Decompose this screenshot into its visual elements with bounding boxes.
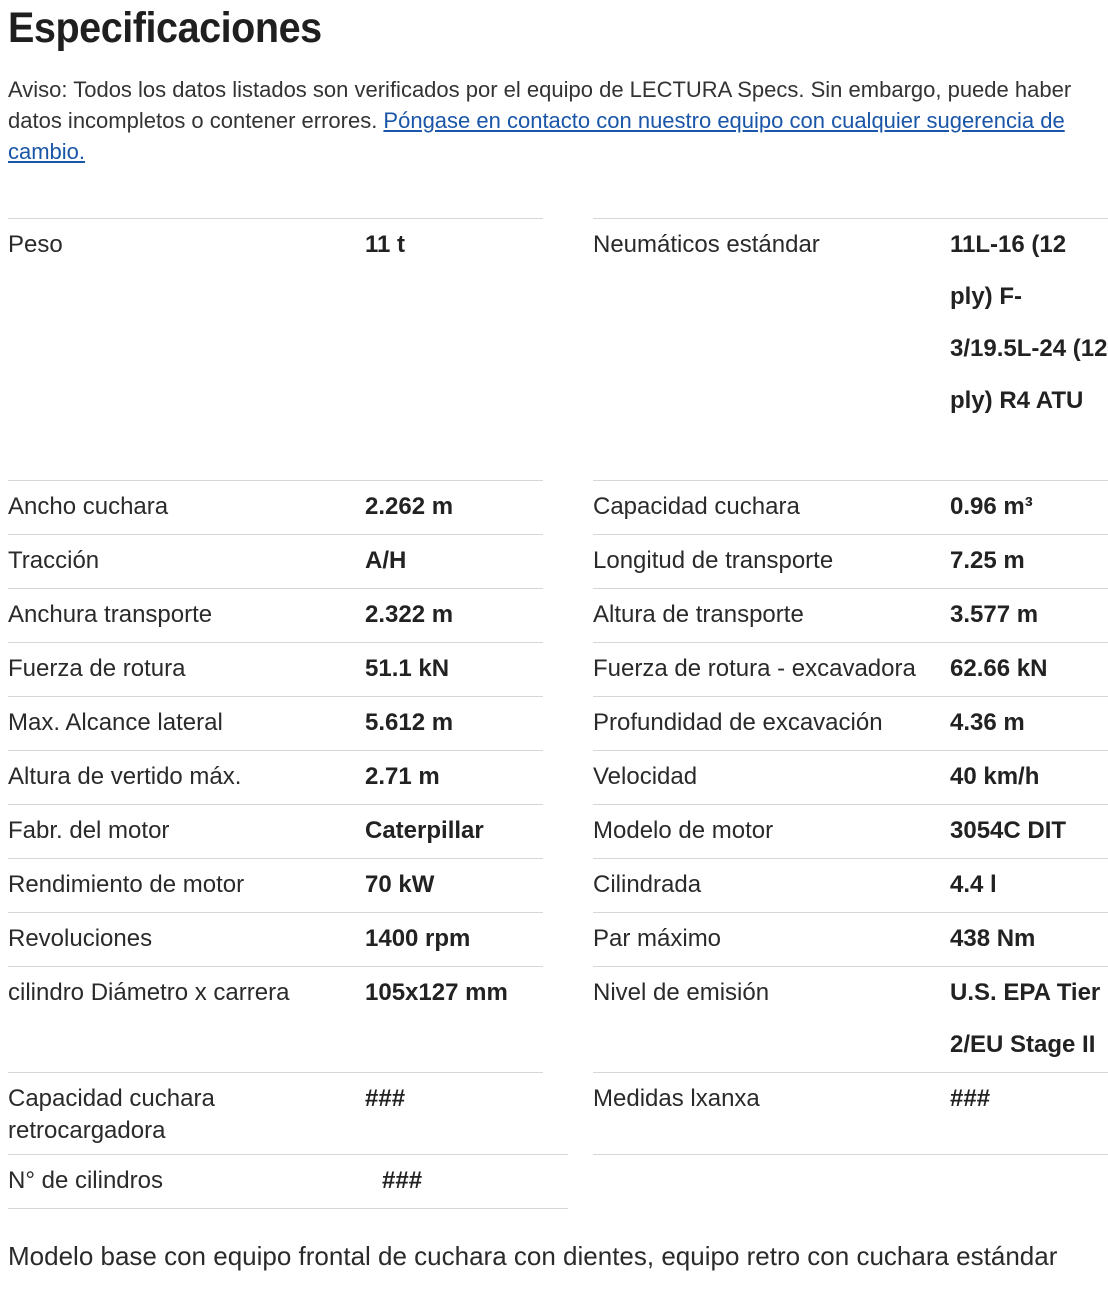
spec-label: Ancho cuchara (8, 493, 169, 520)
spec-row (8, 750, 543, 804)
spec-row (593, 534, 1108, 588)
spec-label: N° de cilindros (8, 1167, 163, 1194)
spec-value: ### (382, 1167, 423, 1194)
spec-row (593, 1072, 1108, 1154)
spec-label: Nivel de emisión (593, 979, 770, 1006)
spec-value: 62.66 kN (950, 655, 1048, 682)
spec-label: Revoluciones (8, 925, 153, 952)
spec-value: 3.577 m (950, 601, 1039, 628)
spec-label: Altura de vertido máx. (8, 763, 242, 790)
spec-value: 1400 rpm (365, 925, 471, 952)
spec-value: A/H (365, 547, 407, 574)
table-bottom-rule (593, 1154, 1108, 1155)
notice-text: Aviso: Todos los datos listados son verificados por el equipo de LECTURA Specs. Sin embargo, puede haber datos incompletos o contener errores. (8, 77, 1072, 133)
table-bottom-rule (8, 1208, 568, 1209)
spec-label: Velocidad (593, 763, 698, 790)
spec-value: 105x127 mm (365, 979, 508, 1006)
spec-label: Max. Alcance lateral (8, 709, 223, 736)
spec-label: Fuerza de rotura (8, 655, 186, 682)
spec-row (593, 912, 1108, 966)
spec-value: 2.71 m (365, 763, 440, 790)
spec-table-left (8, 218, 543, 1209)
spec-label: Anchura transporte (8, 601, 213, 628)
spec-row (8, 480, 543, 534)
spec-value: ### (950, 1085, 991, 1112)
spec-table-right (593, 218, 1108, 1155)
spec-label: Longitud de transporte (593, 547, 834, 574)
spec-row (593, 480, 1108, 534)
spec-value: 70 kW (365, 871, 435, 898)
spec-row (8, 1154, 568, 1208)
spec-row (8, 804, 543, 858)
page-title: Especificaciones (8, 4, 322, 52)
spec-value: Caterpillar (365, 817, 484, 844)
spec-row (8, 218, 543, 480)
spec-value: 4.36 m (950, 709, 1025, 736)
spec-value: 40 km/h (950, 763, 1040, 790)
spec-label: Capacidad cuchara retrocargadora (8, 1085, 215, 1144)
spec-row (8, 588, 543, 642)
spec-value: 7.25 m (950, 547, 1025, 574)
spec-row (593, 858, 1108, 912)
spec-label: Medidas lxanxa (593, 1085, 760, 1112)
spec-value: 0.96 m³ (950, 493, 1033, 520)
spec-label: Peso (8, 231, 63, 258)
spec-value: 2.322 m (365, 601, 454, 628)
spec-label: Fabr. del motor (8, 817, 170, 844)
spec-label: Fuerza de rotura - excavadora (593, 655, 916, 682)
spec-label: Modelo de motor (593, 817, 774, 844)
spec-label: Par máximo (593, 925, 722, 952)
spec-value: 11 t (365, 231, 406, 258)
spec-value: 2.262 m (365, 493, 454, 520)
spec-row (593, 696, 1108, 750)
spec-label: Cilindrada (593, 871, 702, 898)
spec-label: Tracción (8, 547, 100, 574)
spec-row (8, 966, 543, 1072)
spec-row (8, 534, 543, 588)
spec-row (8, 912, 543, 966)
spec-value: 11L-16 (12 ply) F-3/19.5L-24 (12 ply) R4 ATU (950, 231, 1108, 414)
spec-label: Capacidad cuchara (593, 493, 800, 520)
contact-link[interactable]: Póngase en contacto con nuestro equipo con cualquier sugerencia de cambio. (8, 108, 1065, 164)
spec-label: Profundidad de excavación (593, 709, 883, 736)
spec-value: 3054C DIT (950, 817, 1067, 844)
spec-row (593, 642, 1108, 696)
spec-value: 4.4 l (950, 871, 997, 898)
spec-row (593, 966, 1108, 1072)
spec-label: Neumáticos estándar (593, 231, 820, 258)
spec-value: 5.612 m (365, 709, 454, 736)
spec-row (593, 804, 1108, 858)
spec-label: Altura de transporte (593, 601, 804, 628)
spec-value: ### (365, 1085, 406, 1112)
spec-row (593, 218, 1108, 480)
spec-row (593, 750, 1108, 804)
model-description: Modelo base con equipo frontal de cuchara con dientes, equipo retro con cuchara estándar (8, 1241, 1058, 1271)
spec-value: 51.1 kN (365, 655, 450, 682)
spec-row (8, 858, 543, 912)
spec-row (8, 1072, 543, 1154)
spec-label: cilindro Diámetro x carrera (8, 979, 290, 1006)
spec-row (8, 696, 543, 750)
spec-row (593, 588, 1108, 642)
spec-label: Rendimiento de motor (8, 871, 245, 898)
spec-row (8, 642, 543, 696)
spec-value: 438 Nm (950, 925, 1036, 952)
spec-value: U.S. EPA Tier 2/EU Stage II (950, 979, 1101, 1058)
data-notice (8, 74, 1098, 167)
